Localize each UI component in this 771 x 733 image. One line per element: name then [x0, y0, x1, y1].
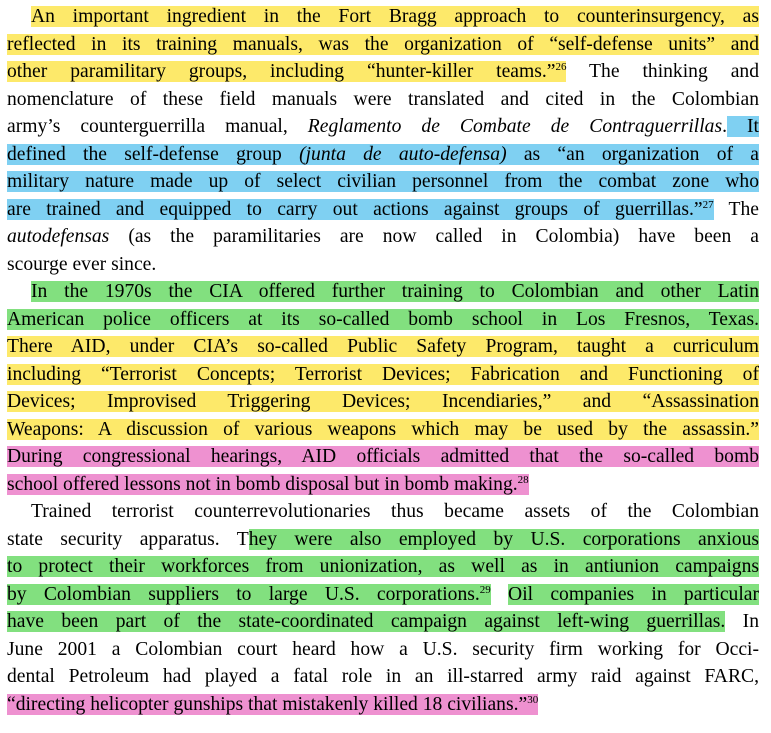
text-span: The [713, 198, 759, 220]
text-span: dental Petroleum had played a fatal role in an ill-starred army raid against FARC, [7, 666, 759, 687]
text-line [7, 31, 759, 59]
highlight-blue [7, 199, 714, 220]
highlight-pink [7, 694, 538, 715]
highlight-yellow: An important ingredient in the Fort Bragg approach to counterinsurgency, as [31, 6, 759, 27]
italic-term: (junta de auto-defensa) [299, 143, 507, 165]
text-span: June 2001 a Colombian court heard how a U.S. security firm working for Occi- [7, 638, 759, 660]
text-line [7, 278, 759, 306]
highlight-pink: During congressional hearings, AID officials admitted that the so-called bomb [7, 446, 759, 467]
text-line [7, 526, 759, 554]
text-span: In [725, 611, 759, 632]
text-line [7, 498, 759, 526]
manual-title: Reglamento de Combate de Contraguerrillas [307, 116, 723, 137]
highlight-blue: It [726, 116, 759, 137]
highlight-green: American police officers at its so-called bomb school in Los Fresnos, Texas. [7, 308, 759, 330]
text-line [7, 471, 759, 499]
text-line [7, 223, 759, 251]
text-span: . [722, 116, 727, 137]
text-line [7, 636, 759, 664]
text-line [7, 141, 759, 169]
highlight-blue: military nature made up of select civilian personnel from the combat zone who [7, 171, 759, 192]
highlight-green: have been part of the state-coordinated campaign against left-wing guerrillas. [7, 611, 726, 632]
text-line [7, 306, 759, 334]
text-span: scourge ever since. [7, 253, 157, 275]
italic-term: autodefensas [7, 226, 110, 247]
text-line [7, 443, 759, 471]
highlight-yellow: including “Terrorist Concepts; Terrorist Devices; Fabrication and Functioning of [7, 363, 759, 385]
footnote-marker: 28 [517, 473, 529, 486]
paragraph-3 [7, 498, 759, 718]
text-span: Trained terrorist counterrevolutionaries thus became assets of the Colombian [31, 501, 759, 522]
text-line [7, 3, 759, 31]
text-line [7, 388, 759, 416]
text-line [7, 608, 759, 636]
highlight-yellow: Devices; Improvised Triggering Devices; Incendiaries,” and “Assassination [7, 391, 759, 412]
text-line [7, 113, 759, 141]
text-span: as “an organization of a [506, 143, 759, 165]
text-span: state security apparatus. T [7, 528, 249, 550]
text-span: by Colombian suppliers to large U.S. corporations. [7, 583, 480, 605]
text-span: school offered lessons not in bomb disposal but in bomb making. [7, 473, 518, 495]
highlight-green: hey were also employed by U.S. corporations anxious [248, 528, 759, 550]
highlight-pink [7, 474, 529, 495]
text-line [7, 663, 759, 691]
text-line [7, 333, 759, 361]
highlight-green: In the 1970s the CIA offered further training to Colombian and other Latin [31, 281, 759, 302]
footnote-marker: 27 [702, 198, 714, 211]
highlight-green: to protect their workforces from unionization, as well as in antiunion campaigns [7, 556, 759, 577]
document-page [7, 3, 759, 718]
text-line [7, 416, 759, 444]
footnote-marker: 30 [527, 693, 539, 706]
footnote-marker: 29 [479, 583, 491, 596]
text-line [7, 86, 759, 114]
text-span: nomenclature of these field manuals were translated and cited in the Colombian [7, 88, 759, 110]
highlight-yellow: reflected in its training manuals, was the organization of “self-defense units” and [7, 33, 759, 55]
paragraph-1 [7, 3, 759, 278]
highlight-green [7, 584, 491, 605]
text-line [7, 361, 759, 389]
highlight-green: Oil companies in particular [508, 583, 759, 605]
text-span: (as the paramilitaries are now called in Colombia) have been a [109, 226, 759, 247]
text-line [7, 553, 759, 581]
text-span: other paramilitary groups, including “hunter-killer teams.” [7, 61, 556, 82]
text-line [7, 168, 759, 196]
text-span: The thinking and [566, 61, 759, 82]
text-span: are trained and equipped to carry out actions against groups of guerrillas.” [7, 198, 703, 220]
text-line [7, 691, 759, 719]
highlight-blue [7, 144, 759, 165]
highlight-yellow [7, 61, 566, 82]
footnote-marker: 26 [555, 61, 567, 73]
text-span: “directing helicopter gunships that mistakenly killed 18 civilians.” [7, 693, 528, 715]
highlight-yellow: Weapons: A discussion of various weapons which may be used by the assassin.” [7, 418, 759, 440]
text-span: army’s counterguerrilla manual, [7, 116, 308, 137]
text-line [7, 251, 759, 279]
paragraph-2 [7, 278, 759, 498]
text-span: defined the self-defense group [7, 143, 300, 165]
text-line [7, 58, 759, 86]
text-span [491, 584, 508, 605]
text-line [7, 196, 759, 224]
highlight-yellow: There AID, under CIA’s so-called Public Safety Program, taught a curriculum [7, 336, 759, 357]
text-line [7, 581, 759, 609]
